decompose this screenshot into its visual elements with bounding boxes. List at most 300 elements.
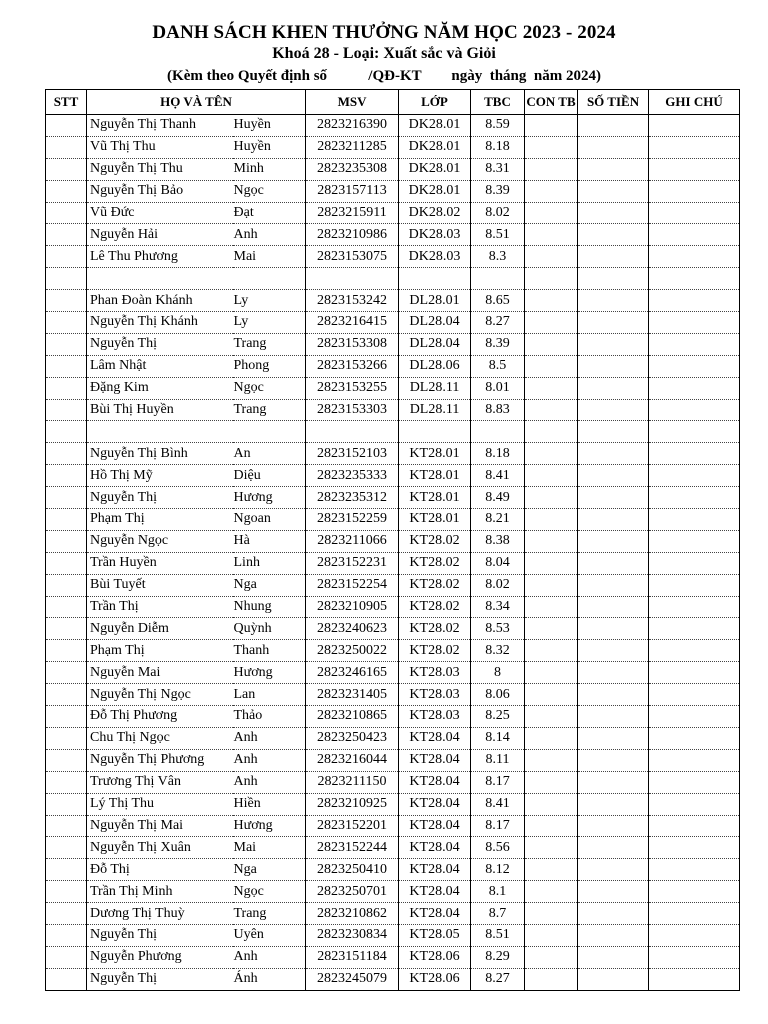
class-cell: DL28.06 bbox=[399, 355, 471, 377]
msv-cell: 2823211150 bbox=[306, 771, 399, 793]
class-cell: KT28.02 bbox=[399, 640, 471, 662]
stt-cell bbox=[46, 115, 87, 137]
given-name-cell: Nga bbox=[233, 574, 306, 596]
surname-cell bbox=[87, 421, 233, 443]
class-cell: KT28.01 bbox=[399, 443, 471, 465]
stt-cell bbox=[46, 530, 87, 552]
note-cell bbox=[649, 158, 740, 180]
class-cell: KT28.04 bbox=[399, 727, 471, 749]
given-name-cell: Hiền bbox=[233, 793, 306, 815]
stt-cell bbox=[46, 859, 87, 881]
note-cell bbox=[649, 333, 740, 355]
given-name-cell: Ngọc bbox=[233, 881, 306, 903]
class-cell: KT28.02 bbox=[399, 574, 471, 596]
amount-cell bbox=[578, 443, 649, 465]
stt-cell bbox=[46, 136, 87, 158]
note-cell bbox=[649, 684, 740, 706]
document-subtitle: Khoá 28 - Loại: Xuất sắc và Giỏi bbox=[272, 45, 496, 62]
class-cell: KT28.03 bbox=[399, 706, 471, 728]
class-cell: KT28.05 bbox=[399, 924, 471, 946]
stt-cell bbox=[46, 421, 87, 443]
class-cell: DK28.01 bbox=[399, 136, 471, 158]
given-name-cell: Thanh bbox=[233, 640, 306, 662]
tbc-cell bbox=[471, 268, 525, 290]
amount-cell bbox=[578, 640, 649, 662]
stt-cell bbox=[46, 202, 87, 224]
con-tb-cell bbox=[525, 793, 578, 815]
header-amount: SỐ TIỀN bbox=[578, 90, 649, 115]
surname-cell: Trần Huyền bbox=[87, 552, 233, 574]
given-name-cell: Trang bbox=[233, 399, 306, 421]
msv-cell: 2823250410 bbox=[306, 859, 399, 881]
msv-cell bbox=[306, 421, 399, 443]
class-cell: KT28.01 bbox=[399, 509, 471, 531]
note-cell bbox=[649, 509, 740, 531]
stt-cell bbox=[46, 793, 87, 815]
given-name-cell: Hương bbox=[233, 815, 306, 837]
given-name-cell: Minh bbox=[233, 158, 306, 180]
table-row bbox=[46, 662, 740, 684]
surname-cell: Nguyễn Thị Mai bbox=[87, 815, 233, 837]
stt-cell bbox=[46, 509, 87, 531]
stt-cell bbox=[46, 946, 87, 968]
stt-cell bbox=[46, 443, 87, 465]
con-tb-cell bbox=[525, 333, 578, 355]
con-tb-cell bbox=[525, 859, 578, 881]
class-cell: KT28.02 bbox=[399, 552, 471, 574]
msv-cell: 2823235333 bbox=[306, 465, 399, 487]
stt-cell bbox=[46, 771, 87, 793]
stt-cell bbox=[46, 224, 87, 246]
amount-cell bbox=[578, 727, 649, 749]
amount-cell bbox=[578, 487, 649, 509]
tbc-cell: 8.11 bbox=[471, 749, 525, 771]
stt-cell bbox=[46, 640, 87, 662]
con-tb-cell bbox=[525, 618, 578, 640]
msv-cell: 2823235308 bbox=[306, 158, 399, 180]
note-cell bbox=[649, 706, 740, 728]
table-row bbox=[46, 465, 740, 487]
msv-cell: 2823216415 bbox=[306, 312, 399, 334]
header-class: LỚP bbox=[399, 90, 471, 115]
msv-cell: 2823250701 bbox=[306, 881, 399, 903]
class-cell: DK28.03 bbox=[399, 246, 471, 268]
msv-cell: 2823246165 bbox=[306, 662, 399, 684]
given-name-cell bbox=[233, 421, 306, 443]
tbc-cell: 8.7 bbox=[471, 903, 525, 925]
con-tb-cell bbox=[525, 224, 578, 246]
table-row bbox=[46, 333, 740, 355]
amount-cell bbox=[578, 290, 649, 312]
tbc-cell: 8.41 bbox=[471, 465, 525, 487]
note-cell bbox=[649, 640, 740, 662]
surname-cell: Phạm Thị bbox=[87, 509, 233, 531]
tbc-cell bbox=[471, 421, 525, 443]
msv-cell: 2823215911 bbox=[306, 202, 399, 224]
msv-cell: 2823152201 bbox=[306, 815, 399, 837]
stt-cell bbox=[46, 158, 87, 180]
msv-cell: 2823235312 bbox=[306, 487, 399, 509]
stt-cell bbox=[46, 465, 87, 487]
tbc-cell: 8.38 bbox=[471, 530, 525, 552]
con-tb-cell bbox=[525, 574, 578, 596]
amount-cell bbox=[578, 224, 649, 246]
class-cell: DL28.04 bbox=[399, 312, 471, 334]
class-cell: KT28.04 bbox=[399, 815, 471, 837]
class-cell: KT28.02 bbox=[399, 618, 471, 640]
table-row bbox=[46, 771, 740, 793]
con-tb-cell bbox=[525, 837, 578, 859]
given-name-cell: Nga bbox=[233, 859, 306, 881]
given-name-cell: Anh bbox=[233, 224, 306, 246]
con-tb-cell bbox=[525, 443, 578, 465]
tbc-cell: 8.14 bbox=[471, 727, 525, 749]
note-cell bbox=[649, 377, 740, 399]
stt-cell bbox=[46, 399, 87, 421]
stt-cell bbox=[46, 662, 87, 684]
class-cell: KT28.04 bbox=[399, 771, 471, 793]
table-row bbox=[46, 706, 740, 728]
amount-cell bbox=[578, 268, 649, 290]
tbc-cell: 8.39 bbox=[471, 333, 525, 355]
tbc-cell: 8.06 bbox=[471, 684, 525, 706]
tbc-cell: 8.56 bbox=[471, 837, 525, 859]
table-row bbox=[46, 158, 740, 180]
surname-cell: Nguyễn Thị bbox=[87, 487, 233, 509]
table-row bbox=[46, 881, 740, 903]
surname-cell: Chu Thị Ngọc bbox=[87, 727, 233, 749]
con-tb-cell bbox=[525, 596, 578, 618]
surname-cell: Hồ Thị Mỹ bbox=[87, 465, 233, 487]
con-tb-cell bbox=[525, 749, 578, 771]
tbc-cell: 8.1 bbox=[471, 881, 525, 903]
award-list-table bbox=[45, 89, 740, 991]
note-cell bbox=[649, 421, 740, 443]
given-name-cell: Ngọc bbox=[233, 377, 306, 399]
amount-cell bbox=[578, 771, 649, 793]
given-name-cell: Ly bbox=[233, 290, 306, 312]
table-row bbox=[46, 399, 740, 421]
note-cell bbox=[649, 771, 740, 793]
class-cell: KT28.04 bbox=[399, 903, 471, 925]
amount-cell bbox=[578, 115, 649, 137]
table-row bbox=[46, 684, 740, 706]
class-cell: DL28.01 bbox=[399, 290, 471, 312]
msv-cell: 2823210986 bbox=[306, 224, 399, 246]
con-tb-cell bbox=[525, 903, 578, 925]
con-tb-cell bbox=[525, 706, 578, 728]
con-tb-cell bbox=[525, 180, 578, 202]
con-tb-cell bbox=[525, 136, 578, 158]
msv-cell: 2823157113 bbox=[306, 180, 399, 202]
surname-cell: Đỗ Thị bbox=[87, 859, 233, 881]
header-msv: MSV bbox=[306, 90, 399, 115]
class-cell: KT28.01 bbox=[399, 465, 471, 487]
stt-cell bbox=[46, 487, 87, 509]
msv-cell: 2823152259 bbox=[306, 509, 399, 531]
class-cell: KT28.02 bbox=[399, 596, 471, 618]
class-cell: KT28.06 bbox=[399, 946, 471, 968]
class-cell: KT28.04 bbox=[399, 793, 471, 815]
msv-cell: 2823210905 bbox=[306, 596, 399, 618]
class-cell: KT28.04 bbox=[399, 881, 471, 903]
msv-cell: 2823153308 bbox=[306, 333, 399, 355]
note-cell bbox=[649, 268, 740, 290]
amount-cell bbox=[578, 158, 649, 180]
class-cell bbox=[399, 268, 471, 290]
table-row bbox=[46, 946, 740, 968]
tbc-cell: 8.21 bbox=[471, 509, 525, 531]
table-row bbox=[46, 443, 740, 465]
tbc-cell: 8.17 bbox=[471, 815, 525, 837]
amount-cell bbox=[578, 530, 649, 552]
amount-cell bbox=[578, 465, 649, 487]
note-cell bbox=[649, 946, 740, 968]
msv-cell: 2823153303 bbox=[306, 399, 399, 421]
amount-cell bbox=[578, 924, 649, 946]
class-cell: DK28.01 bbox=[399, 115, 471, 137]
class-cell: KT28.04 bbox=[399, 837, 471, 859]
tbc-cell: 8.29 bbox=[471, 946, 525, 968]
stt-cell bbox=[46, 268, 87, 290]
given-name-cell: Anh bbox=[233, 749, 306, 771]
class-cell: KT28.02 bbox=[399, 530, 471, 552]
tbc-cell: 8.04 bbox=[471, 552, 525, 574]
surname-cell: Nguyễn Thị Bảo bbox=[87, 180, 233, 202]
tbc-cell: 8.39 bbox=[471, 180, 525, 202]
given-name-cell bbox=[233, 268, 306, 290]
tbc-cell: 8.01 bbox=[471, 377, 525, 399]
table-row-spacer bbox=[46, 268, 740, 290]
msv-cell: 2823152254 bbox=[306, 574, 399, 596]
stt-cell bbox=[46, 377, 87, 399]
amount-cell bbox=[578, 815, 649, 837]
surname-cell: Lâm Nhật bbox=[87, 355, 233, 377]
class-cell: DL28.04 bbox=[399, 333, 471, 355]
given-name-cell: Lan bbox=[233, 684, 306, 706]
given-name-cell: Uyên bbox=[233, 924, 306, 946]
tbc-cell: 8.27 bbox=[471, 312, 525, 334]
amount-cell bbox=[578, 837, 649, 859]
tbc-cell: 8.53 bbox=[471, 618, 525, 640]
table-row bbox=[46, 968, 740, 990]
table-row bbox=[46, 903, 740, 925]
msv-cell: 2823231405 bbox=[306, 684, 399, 706]
surname-cell: Nguyễn Ngọc bbox=[87, 530, 233, 552]
stt-cell bbox=[46, 355, 87, 377]
amount-cell bbox=[578, 574, 649, 596]
note-cell bbox=[649, 815, 740, 837]
msv-cell: 2823210865 bbox=[306, 706, 399, 728]
table-row bbox=[46, 312, 740, 334]
table-row bbox=[46, 290, 740, 312]
given-name-cell: Hà bbox=[233, 530, 306, 552]
note-cell bbox=[649, 793, 740, 815]
tbc-cell: 8.49 bbox=[471, 487, 525, 509]
amount-cell bbox=[578, 246, 649, 268]
amount-cell bbox=[578, 596, 649, 618]
table-row bbox=[46, 837, 740, 859]
tbc-cell: 8.18 bbox=[471, 443, 525, 465]
given-name-cell: Nhung bbox=[233, 596, 306, 618]
note-cell bbox=[649, 246, 740, 268]
surname-cell: Vũ Thị Thu bbox=[87, 136, 233, 158]
con-tb-cell bbox=[525, 640, 578, 662]
amount-cell bbox=[578, 946, 649, 968]
note-cell bbox=[649, 202, 740, 224]
msv-cell bbox=[306, 268, 399, 290]
table-row bbox=[46, 377, 740, 399]
note-cell bbox=[649, 924, 740, 946]
msv-cell: 2823152231 bbox=[306, 552, 399, 574]
note-cell bbox=[649, 749, 740, 771]
header-tbc: TBC bbox=[471, 90, 525, 115]
note-cell bbox=[649, 837, 740, 859]
class-cell: DL28.11 bbox=[399, 399, 471, 421]
given-name-cell: An bbox=[233, 443, 306, 465]
stt-cell bbox=[46, 815, 87, 837]
surname-cell: Đỗ Thị Phương bbox=[87, 706, 233, 728]
given-name-cell: Ngoan bbox=[233, 509, 306, 531]
given-name-cell: Anh bbox=[233, 946, 306, 968]
stt-cell bbox=[46, 618, 87, 640]
surname-cell: Nguyễn Phương bbox=[87, 946, 233, 968]
con-tb-cell bbox=[525, 465, 578, 487]
amount-cell bbox=[578, 355, 649, 377]
amount-cell bbox=[578, 180, 649, 202]
stt-cell bbox=[46, 180, 87, 202]
stt-cell bbox=[46, 903, 87, 925]
table-row-spacer bbox=[46, 421, 740, 443]
tbc-cell: 8.32 bbox=[471, 640, 525, 662]
stt-cell bbox=[46, 881, 87, 903]
msv-cell: 2823210862 bbox=[306, 903, 399, 925]
amount-cell bbox=[578, 706, 649, 728]
msv-cell: 2823153075 bbox=[306, 246, 399, 268]
surname-cell: Lý Thị Thu bbox=[87, 793, 233, 815]
msv-cell: 2823250022 bbox=[306, 640, 399, 662]
given-name-cell: Ngọc bbox=[233, 180, 306, 202]
class-cell: KT28.03 bbox=[399, 684, 471, 706]
document-title: DANH SÁCH KHEN THƯỞNG NĂM HỌC 2023 - 2024 bbox=[152, 22, 616, 43]
surname-cell: Nguyễn Thị Ngọc bbox=[87, 684, 233, 706]
surname-cell: Nguyễn Thị bbox=[87, 924, 233, 946]
surname-cell: Trương Thị Vân bbox=[87, 771, 233, 793]
stt-cell bbox=[46, 968, 87, 990]
note-cell bbox=[649, 662, 740, 684]
tbc-cell: 8.34 bbox=[471, 596, 525, 618]
amount-cell bbox=[578, 749, 649, 771]
surname-cell: Nguyễn Thị Xuân bbox=[87, 837, 233, 859]
given-name-cell: Linh bbox=[233, 552, 306, 574]
given-name-cell: Trang bbox=[233, 903, 306, 925]
note-cell bbox=[649, 487, 740, 509]
tbc-cell: 8.25 bbox=[471, 706, 525, 728]
con-tb-cell bbox=[525, 421, 578, 443]
con-tb-cell bbox=[525, 246, 578, 268]
note-cell bbox=[649, 618, 740, 640]
amount-cell bbox=[578, 377, 649, 399]
surname-cell bbox=[87, 268, 233, 290]
given-name-cell: Mai bbox=[233, 246, 306, 268]
tbc-cell: 8.18 bbox=[471, 136, 525, 158]
msv-cell: 2823250423 bbox=[306, 727, 399, 749]
note-cell bbox=[649, 290, 740, 312]
surname-cell: Vũ Đức bbox=[87, 202, 233, 224]
tbc-cell: 8.31 bbox=[471, 158, 525, 180]
given-name-cell: Hương bbox=[233, 487, 306, 509]
msv-cell: 2823153242 bbox=[306, 290, 399, 312]
note-cell bbox=[649, 530, 740, 552]
amount-cell bbox=[578, 662, 649, 684]
amount-cell bbox=[578, 136, 649, 158]
note-cell bbox=[649, 136, 740, 158]
header-note: GHI CHÚ bbox=[649, 90, 740, 115]
con-tb-cell bbox=[525, 268, 578, 290]
note-cell bbox=[649, 443, 740, 465]
msv-cell: 2823211066 bbox=[306, 530, 399, 552]
table-row bbox=[46, 552, 740, 574]
note-cell bbox=[649, 180, 740, 202]
decision-note: (Kèm theo Quyết định số /QĐ-KT ngày tháng năm 2024) bbox=[167, 68, 601, 84]
stt-cell bbox=[46, 333, 87, 355]
stt-cell bbox=[46, 684, 87, 706]
con-tb-cell bbox=[525, 530, 578, 552]
tbc-cell: 8.27 bbox=[471, 968, 525, 990]
con-tb-cell bbox=[525, 487, 578, 509]
table-row bbox=[46, 246, 740, 268]
surname-cell: Nguyễn Thị Phương bbox=[87, 749, 233, 771]
con-tb-cell bbox=[525, 881, 578, 903]
amount-cell bbox=[578, 968, 649, 990]
msv-cell: 2823211285 bbox=[306, 136, 399, 158]
note-cell bbox=[649, 312, 740, 334]
table-row bbox=[46, 180, 740, 202]
note-cell bbox=[649, 574, 740, 596]
given-name-cell: Mai bbox=[233, 837, 306, 859]
msv-cell: 2823151184 bbox=[306, 946, 399, 968]
tbc-cell: 8.12 bbox=[471, 859, 525, 881]
surname-cell: Nguyễn Thị bbox=[87, 968, 233, 990]
table-row bbox=[46, 574, 740, 596]
con-tb-cell bbox=[525, 399, 578, 421]
table-row bbox=[46, 859, 740, 881]
con-tb-cell bbox=[525, 290, 578, 312]
amount-cell bbox=[578, 859, 649, 881]
surname-cell: Trần Thị Minh bbox=[87, 881, 233, 903]
surname-cell: Bùi Thị Huyền bbox=[87, 399, 233, 421]
stt-cell bbox=[46, 837, 87, 859]
table-row bbox=[46, 640, 740, 662]
given-name-cell: Thảo bbox=[233, 706, 306, 728]
amount-cell bbox=[578, 552, 649, 574]
table-row bbox=[46, 355, 740, 377]
surname-cell: Nguyễn Diễm bbox=[87, 618, 233, 640]
stt-cell bbox=[46, 552, 87, 574]
surname-cell: Dương Thị Thuỳ bbox=[87, 903, 233, 925]
given-name-cell: Anh bbox=[233, 771, 306, 793]
surname-cell: Nguyễn Thị bbox=[87, 333, 233, 355]
note-cell bbox=[649, 115, 740, 137]
msv-cell: 2823216044 bbox=[306, 749, 399, 771]
given-name-cell: Diệu bbox=[233, 465, 306, 487]
con-tb-cell bbox=[525, 968, 578, 990]
class-cell: KT28.01 bbox=[399, 487, 471, 509]
amount-cell bbox=[578, 333, 649, 355]
surname-cell: Trần Thị bbox=[87, 596, 233, 618]
given-name-cell: Quỳnh bbox=[233, 618, 306, 640]
header-full-name: HỌ VÀ TÊN bbox=[87, 90, 306, 115]
